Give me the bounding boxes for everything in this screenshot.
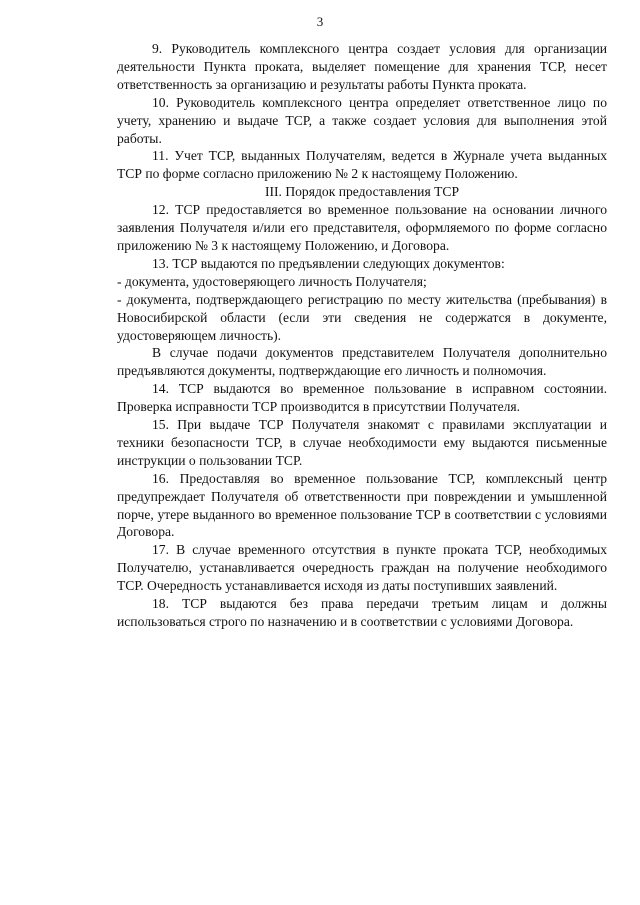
paragraph-17: 17. В случае временного отсутствия в пункте проката ТСР, необходимых Получателю, устанавливается очередность граждан на получение необходимого ТСР. Очередность устанавливается исходя из даты поступивших заявлений.	[117, 542, 607, 594]
list-item-identity-document: - документа, удостоверяющего личность Получателя;	[117, 273, 427, 289]
paragraph-16: 16. Предоставляя во временное пользование ТСР, комплексный центр предупреждает Получателя об ответственности при повреждении и умышленной порче, утере выданного во временное пользование ТСР в соответствии с условиями Договора.	[117, 470, 607, 540]
paragraph-18: 18. ТСР выдаются без права передачи третьим лицам и должны использоваться строго по назначению и в соответствии с условиями Договора.	[117, 596, 607, 629]
paragraph-14: 14. ТСР выдаются во временное пользование в исправном состоянии. Проверка исправности ТСР производится в присутствии Получателя.	[117, 381, 607, 415]
paragraph-15: 15. При выдаче ТСР Получателя знакомят с правилами эксплуатации и техники безопасности ТСР, в случае необходимости ему выдаются письменные инструкции о пользовании ТСР.	[117, 417, 607, 468]
paragraph-13: 13. ТСР выдаются по предъявлении следующих документов:	[152, 255, 505, 271]
paragraph-12: 12. ТСР предоставляется во временное пользование на основании личного заявления Получателя и/или его представителя, оформляемого по форме согласно приложению № 3 к настоящему Положению, и Договора.	[117, 202, 607, 253]
paragraph-representative: В случае подачи документов представителем Получателя дополнительно предъявляются документы, подтверждающие его личность и полномочия.	[117, 345, 607, 379]
paragraph-10: 10. Руководитель комплексного центра определяет ответственное лицо по учету, хранению и выдаче ТСР, а также создает условия для выполнения этой работы.	[117, 94, 607, 146]
document-body	[117, 40, 607, 631]
page-number: 3	[316, 14, 324, 29]
paragraph-9: 9. Руководитель комплексного центра создает условия для организации деятельности Пункта проката, выделяет помещение для хранения ТСР, несет ответственность за организацию и результаты работы Пункта проката.	[117, 41, 607, 92]
list-item-registration-document: - документа, подтверждающего регистрацию по месту жительства (пребывания) в Новосибирской области (если эти сведения не содержатся в документе, удостоверяющем личность).	[117, 291, 607, 343]
section-heading: III. Порядок предоставления ТСР	[264, 184, 460, 200]
paragraph-11: 11. Учет ТСР, выданных Получателям, ведется в Журнале учета выданных ТСР по форме согласно приложению № 2 к настоящему Положению.	[117, 148, 607, 182]
